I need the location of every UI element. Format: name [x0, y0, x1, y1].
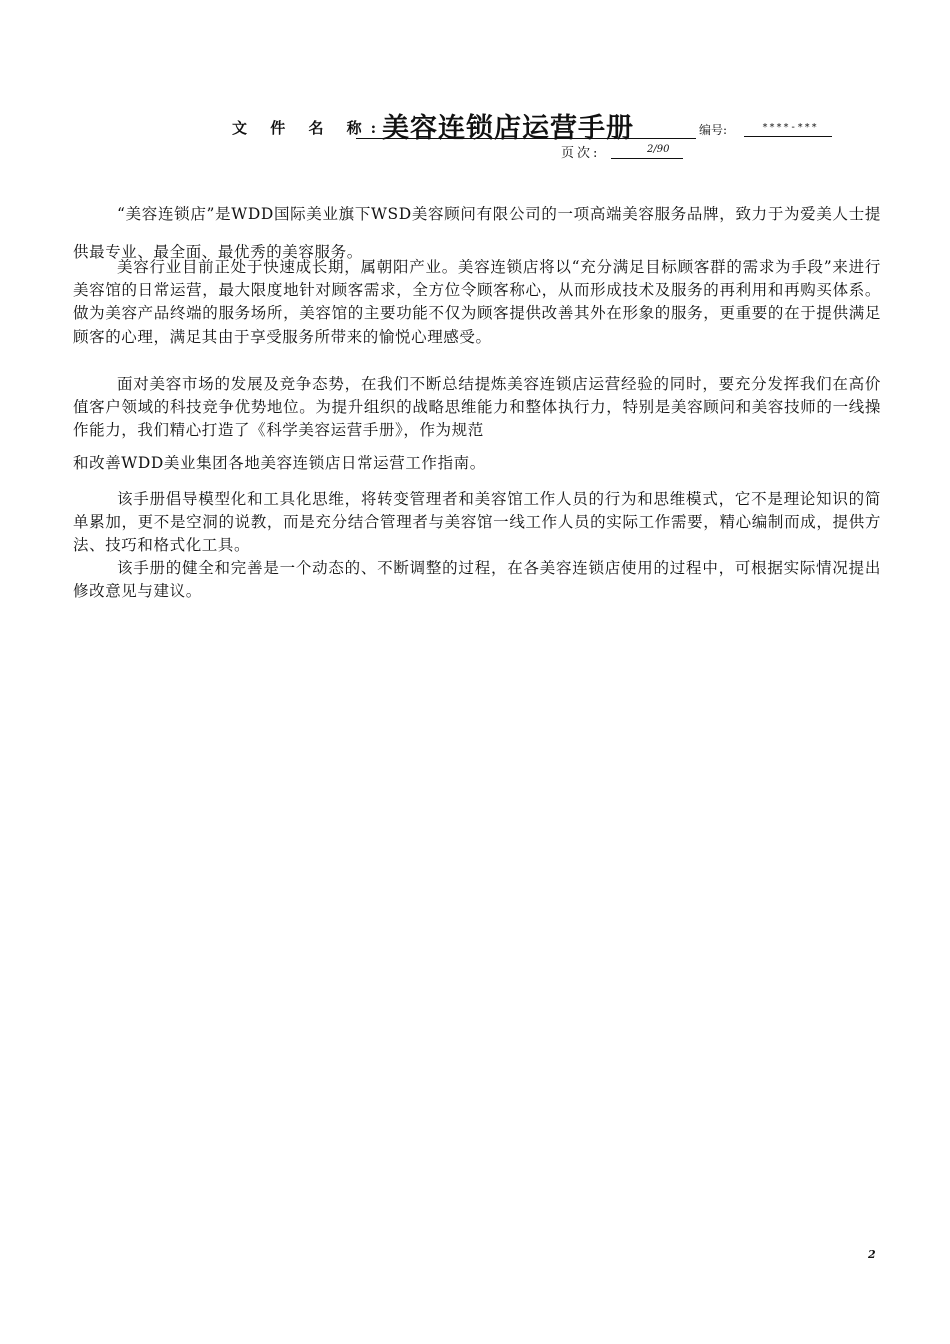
page-count-label: 页次:	[561, 146, 601, 161]
page-count-value: 2/90	[647, 144, 670, 155]
intro-paragraph: “美容连锁店”是WDD国际美业旗下WSD美容顾问有限公司的一项高端美容服务品牌，致力于为爱美人士提供最专业、最全面、最优秀的美容服务。	[73, 205, 881, 261]
market-paragraph: 面对美容市场的发展及竞争态势，在我们不断总结提炼美容连锁店运营经验的同时，要充分发挥我们在高价值客户领域的科技竞争优势地位。为提升组织的战略思维能力和整体执行力，特别是美容顾问和美容技师的一线操作能力，我们精心打造了《科学美容运营手册》，作为规范	[73, 375, 881, 440]
manual-revision-paragraph: 该手册的健全和完善是一个动态的、不断调整的过程，在各美容连锁店使用的过程中，可根据实际情况提出修改意见与建议。	[73, 559, 881, 601]
manual-purpose-paragraph: 该手册倡导模型化和工具化思维，将转变管理者和美容馆工作人员的行为和思维模式，它不是理论知识的简单累加，更不是空洞的说教，而是充分结合管理者与美容馆一线工作人员的实际工作需要，精心编制而成，提供方法、技巧和格式化工具。	[73, 490, 881, 555]
document-number-field	[744, 119, 832, 137]
document-number-value: ****-***	[762, 122, 819, 133]
footer-page-number: 2	[868, 1248, 876, 1261]
page-count-field	[611, 142, 683, 159]
document-title-field	[356, 104, 696, 144]
document-number-label: 编号:	[699, 123, 728, 137]
document-title: 美容连锁店运营手册	[382, 113, 634, 144]
industry-paragraph: 美容行业目前正处于快速成长期，属朝阳产业。美容连锁店将以“充分满足目标顾客群的需求为手段”来进行美容馆的日常运营，最大限度地针对顾客需求，全方位令顾客称心，从而形成技术及服务的再利用和再购买体系。做为美容产品终端的服务场所，美容馆的主要功能不仅为顾客提供改善其外在形象的服务，更重要的在于提供满足顾客的心理，满足其由于享受服务所带来的愉悦心理感受。	[73, 258, 881, 346]
file-name-label: 文 件 名 称:	[232, 119, 386, 137]
market-paragraph-continued: 和改善WDD美业集团各地美容连锁店日常运营工作指南。	[73, 454, 486, 472]
